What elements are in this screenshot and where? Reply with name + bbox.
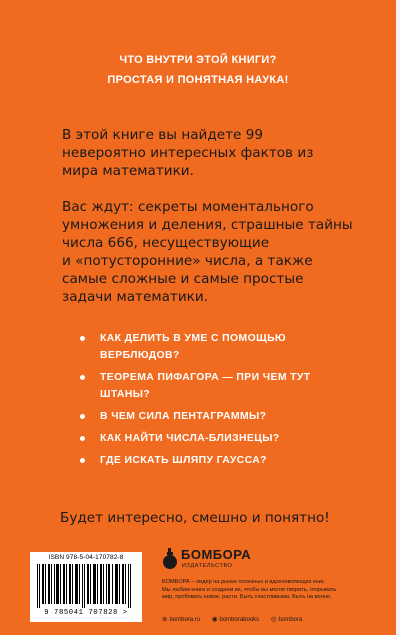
- details-line: задачи математики.: [62, 289, 209, 305]
- question-line: ШТАНЫ?: [100, 389, 151, 400]
- publisher-subtitle: ИЗДАТЕЛЬСТВО: [182, 563, 233, 569]
- cover-headline: [0, 50, 396, 90]
- intro-line: невероятно интересных фактов из: [62, 145, 314, 161]
- bomb-logo-icon: [162, 547, 178, 569]
- intro-line: мира математики.: [62, 163, 194, 179]
- details-paragraph: [62, 198, 362, 306]
- question-line: ВЕРБЛЮДОВ?: [100, 350, 180, 361]
- vk-link[interactable]: [212, 615, 259, 623]
- barcode-image: [36, 564, 136, 608]
- publisher-name: БОМБОРА: [181, 547, 252, 562]
- publisher-block: [162, 545, 394, 623]
- question-item: [100, 330, 370, 364]
- question-line: ГДЕ ИСКАТЬ ШЛЯПУ ГАУССА?: [100, 455, 267, 466]
- publisher-desc-line: Мы любим книги и создаем их, чтобы вы могли творить, открывать: [162, 586, 337, 593]
- question-line: В ЧЕМ СИЛА ПЕНТАГРАММЫ?: [100, 411, 267, 422]
- intro-line: В этой книге вы найдете 99: [62, 127, 264, 143]
- instagram-link[interactable]: [271, 615, 302, 623]
- details-line: числа 666, несуществующие: [62, 235, 270, 251]
- barcode-digits: 9 785041 707828 >: [44, 609, 128, 617]
- publisher-logo: [162, 545, 394, 575]
- question-line: ТЕОРЕМА ПИФАГОРА — ПРИ ЧЕМ ТУТ: [100, 372, 311, 383]
- closing-line: Будет интересно, смешно и понятно!: [60, 510, 330, 526]
- details-line: умножения и деления, страшные тайны: [62, 217, 353, 233]
- headline-line-2: ПРОСТАЯ И ПОНЯТНАЯ НАУКА!: [107, 74, 289, 86]
- barcode-panel: [30, 552, 142, 622]
- vk-text: bomborabooks: [219, 617, 260, 623]
- details-line: самые сложные и самые простые: [62, 271, 304, 287]
- page-edge: [396, 0, 400, 635]
- headline-line-1: ЧТО ВНУТРИ ЭТОЙ КНИГИ?: [119, 54, 277, 66]
- question-item: [100, 430, 370, 447]
- instagram-text: bombora: [278, 617, 303, 623]
- question-line: КАК ДЕЛИТЬ В УМЕ С ПОМОЩЬЮ: [100, 333, 287, 344]
- intro-paragraph: [62, 126, 362, 180]
- questions-list: [100, 330, 370, 474]
- globe-icon: ⊕: [162, 616, 168, 623]
- isbn-text: ISBN 978-5-04-170782-8: [48, 554, 124, 561]
- website-link[interactable]: [162, 615, 200, 623]
- vk-icon: ◉: [211, 616, 218, 623]
- question-line: КАК НАЙТИ ЧИСЛА-БЛИЗНЕЦЫ?: [100, 433, 280, 444]
- publisher-description: [162, 579, 394, 602]
- question-item: [100, 452, 370, 469]
- publisher-desc-line: мир, пробовать новое, расти. Быть счастливыми. Быть на волне.: [162, 594, 332, 600]
- publisher-desc-line: БОМБОРА – лидер на рынке полезных и вдохновляющих книг.: [162, 579, 325, 585]
- details-line: и «потусторонние» числа, а также: [62, 253, 313, 269]
- instagram-icon: ◎: [270, 616, 277, 623]
- website-text: bombora.ru: [169, 617, 201, 623]
- question-item: [100, 408, 370, 425]
- question-item: [100, 369, 370, 403]
- details-line: Вас ждут: секреты моментального: [62, 199, 314, 215]
- publisher-socials: [162, 615, 394, 623]
